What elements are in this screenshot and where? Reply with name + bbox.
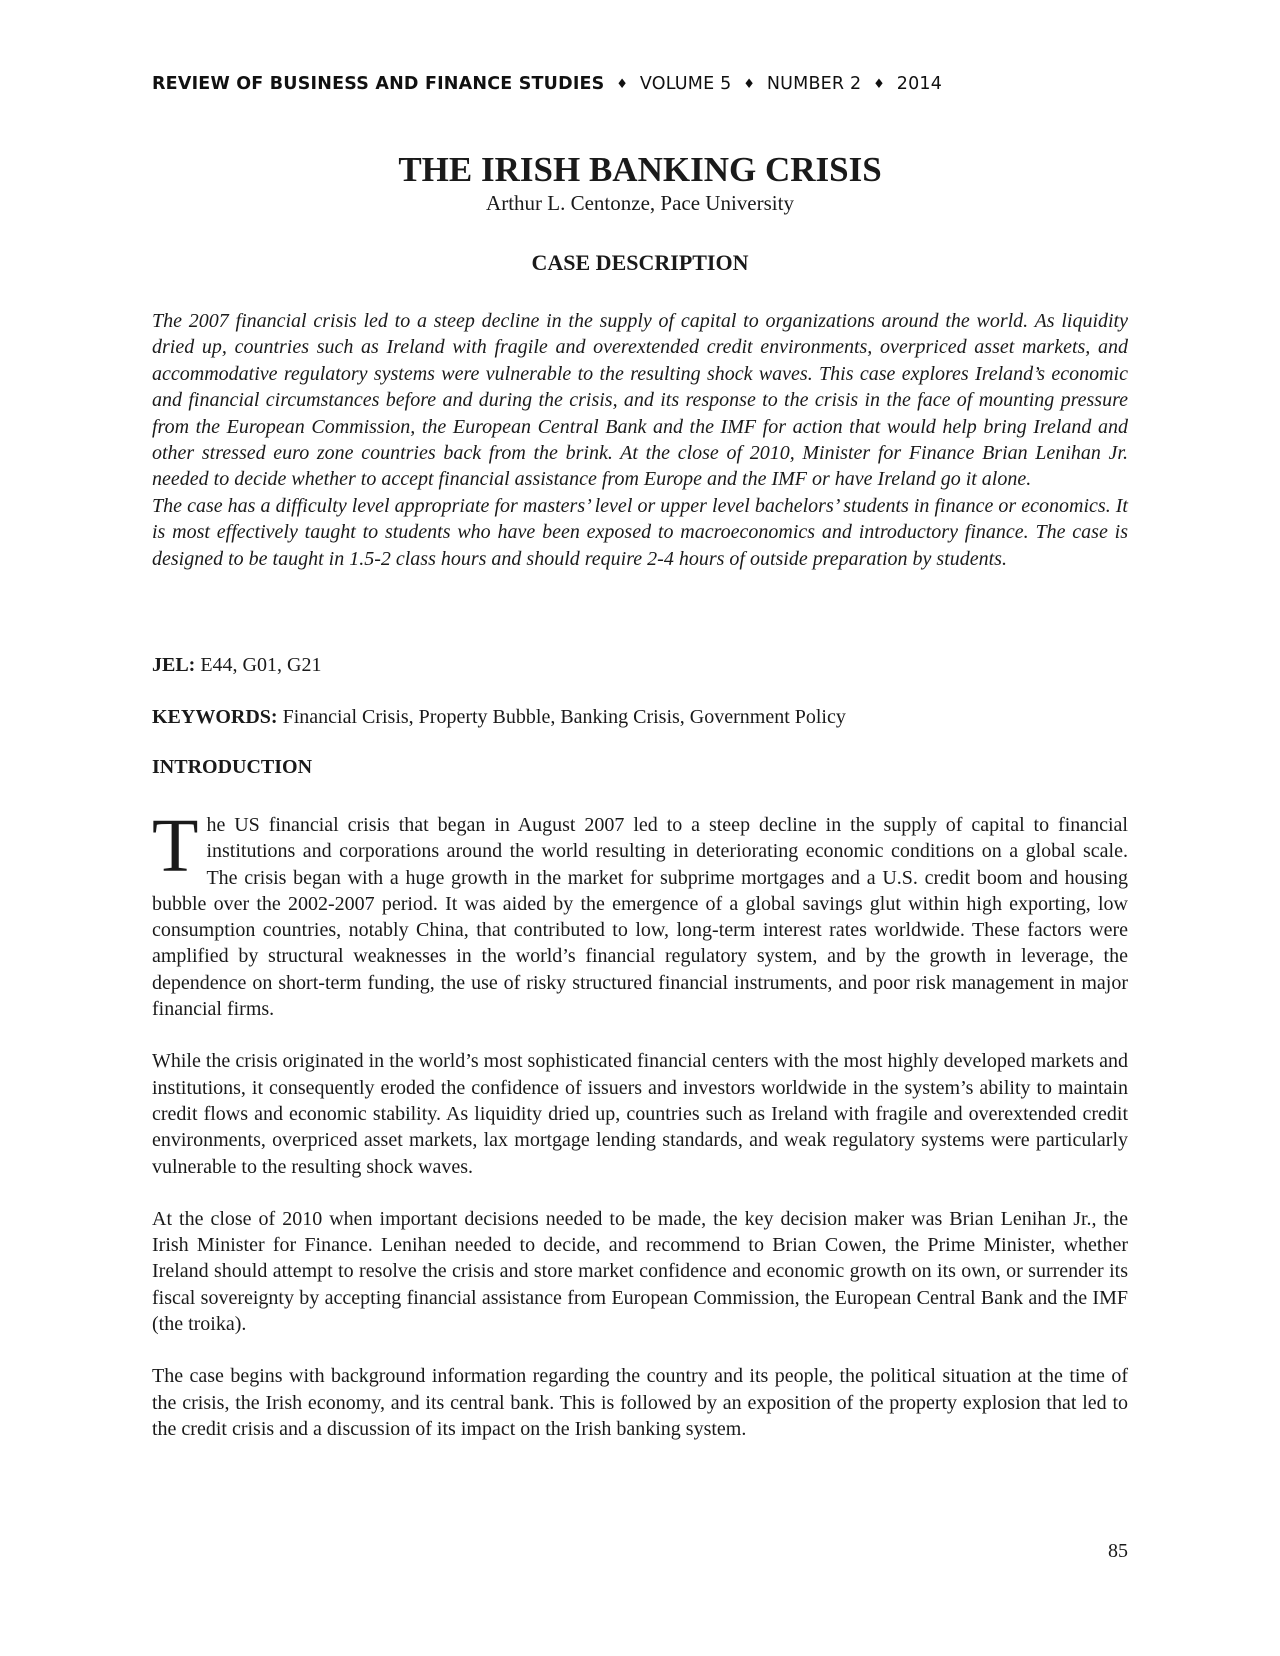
case-description-abstract [152, 308, 1128, 572]
abstract-paragraph: The case has a difficulty level appropriate for masters’ level or upper level bachelors’ students in finance or economics. It is most effectively taught to students who have been exposed to macroeconomics and introductory finance. The case is designed to be taught in 1.5-2 class hours and should require 2-4 hours of outside preparation by students. [152, 494, 1128, 570]
article-author: Arthur L. Centonze, Pace University [486, 191, 794, 215]
keywords-label: KEYWORDS: [152, 706, 278, 728]
keywords-value: Financial Crisis, Property Bubble, Banking Crisis, Government Policy [282, 706, 846, 728]
separator-diamond-icon: ♦ [743, 77, 756, 92]
jel-value: E44, G01, G21 [200, 654, 322, 676]
body-paragraph: While the crisis originated in the world’s most sophisticated financial centers with the most highly developed markets and institutions, it consequently eroded the confidence of issuers and investors worldwide in the system’s ability to maintain credit flows and economic stability. As liquidity dried up, countries such as Ireland with fragile and overextended credit environments, overpriced asset markets, lax mortgage lending standards, and weak regulatory systems were particularly vulnerable to the resulting shock waves. [152, 1050, 1128, 1178]
body-paragraph [152, 804, 1128, 1022]
title-block [152, 150, 1128, 216]
keywords [152, 704, 1128, 730]
body-paragraph: At the close of 2010 when important decisions needed to be made, the key decision maker was Brian Lenihan Jr., the Irish Minister for Finance. Lenihan needed to decide, and recommend to Brian Cowen, the Prime Minister, whether Ireland should attempt to resolve the crisis and store market confidence and economic growth on its own, or surrender its fiscal sovereignty by accepting financial assistance from European Commission, the European Central Bank and the IMF (the troika). [152, 1207, 1128, 1336]
issue-number-label: NUMBER 2 [766, 74, 862, 94]
case-description-heading: CASE DESCRIPTION [531, 250, 749, 275]
article-title: THE IRISH BANKING CRISIS [398, 150, 882, 189]
jel-codes [152, 652, 1128, 678]
running-head [152, 74, 942, 94]
paragraph-text: he US financial crisis that began in August 2007 led to a steep decline in the supply of capital to financial institutions and corporations around the world resulting in deteriorating economic conditions on a global scale. The crisis began with a huge growth in the market for subprime mortgages and a U.S. credit boom and housing bubble over the 2002-2007 period. It was aided by the emergence of a global savings glut within high exporting, low consumption countries, notably China, that contributed to low, long-term interest rates worldwide. These factors were amplified by structural weaknesses in the world’s financial regulatory system, and by the growth in leverage, the dependence on short-term funding, the use of risky structured financial instruments, and poor risk management in major financial firms. [152, 814, 1128, 1021]
body-paragraph: The case begins with background information regarding the country and its people, the political situation at the time of the crisis, the Irish economy, and its central bank. This is followed by an exposition of the property explosion that led to the credit crisis and a discussion of its impact on the Irish banking system. [152, 1365, 1128, 1440]
abstract-paragraph: The 2007 financial crisis led to a steep decline in the supply of capital to organizations around the world. As liquidity dried up, countries such as Ireland with fragile and overextended credit environments, overpriced asset markets, and accommodative regulatory systems were vulnerable to the resulting shock waves. This case explores Ireland’s economic and financial circumstances before and during the crisis, and its response to the crisis in the face of mounting pressure from the European Commission, the European Central Bank and the IMF for action that would help bring Ireland and other stressed euro zone countries back from the brink. At the close of 2010, Minister for Finance Brian Lenihan Jr. needed to decide whether to accept financial assistance from Europe and the IMF or have Ireland go it alone. [152, 310, 1128, 491]
drop-cap: T [152, 804, 199, 888]
separator-diamond-icon: ♦ [616, 77, 629, 92]
page-number: 85 [1108, 1540, 1128, 1562]
introduction-body [152, 804, 1128, 1468]
separator-diamond-icon: ♦ [873, 77, 885, 92]
year-label: 2014 [896, 74, 943, 94]
jel-label: JEL: [152, 654, 196, 676]
introduction-heading: INTRODUCTION [152, 756, 313, 778]
journal-name: REVIEW OF BUSINESS AND FINANCE STUDIES [152, 74, 605, 94]
volume-label: VOLUME 5 [639, 74, 732, 94]
